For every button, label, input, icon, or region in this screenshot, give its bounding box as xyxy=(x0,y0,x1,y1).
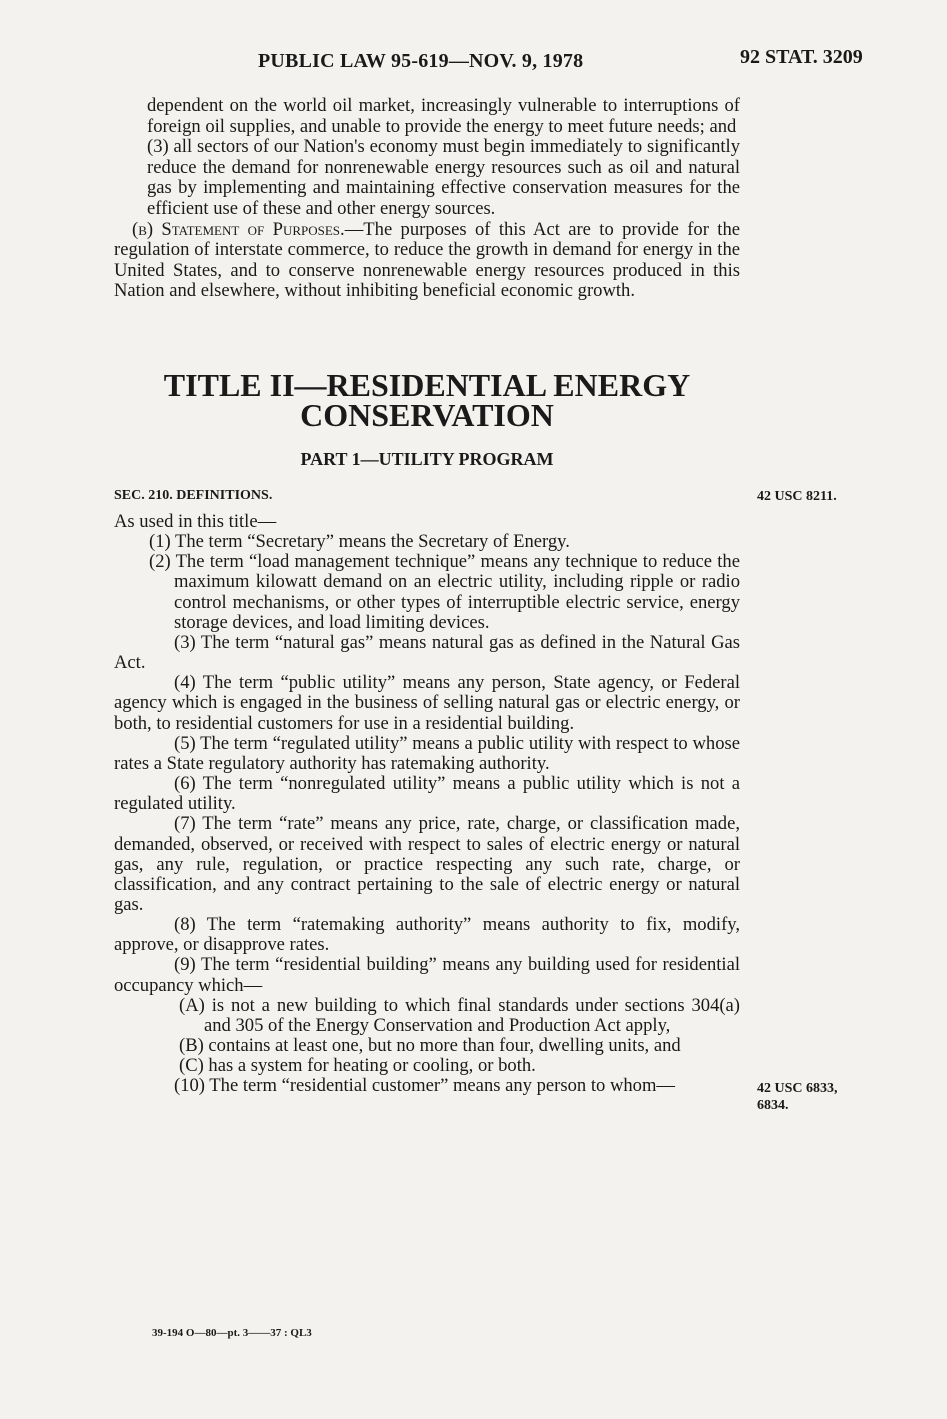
definition-1: (1) The term “Secretary” means the Secretary of Energy. xyxy=(149,531,570,553)
definition-5: (5) The term “regulated utility” means a public utility with respect to whose rates a State regulatory authority has ratemaking authority. xyxy=(114,732,740,774)
statement-of-purposes xyxy=(114,220,740,302)
paragraph-continuation: dependent on the world oil market, increasingly vulnerable to interruptions of foreign oil supplies, and unable to provide the energy to meet future needs; and xyxy=(147,95,740,137)
running-header-title: PUBLIC LAW 95-619—NOV. 9, 1978 xyxy=(258,50,584,72)
definition-9-c: (C) has a system for heating or cooling, or both. xyxy=(179,1055,536,1077)
definition-3: (3) The term “natural gas” means natural gas as defined in the Natural Gas Act. xyxy=(114,631,740,674)
title-line-2: CONSERVATION xyxy=(300,397,554,433)
margin-note-usc-8211: 42 USC 8211. xyxy=(757,489,837,504)
margin-note-usc-6833-line-2: 6834. xyxy=(757,1098,789,1113)
margin-note-usc-6833 xyxy=(757,1080,838,1114)
definition-6: (6) The term “nonregulated utility” means a public utility which is not a regulated utility. xyxy=(114,773,740,815)
title-line-1: TITLE II—RESIDENTIAL ENERGY xyxy=(163,367,691,403)
statement-of-purposes-body: —The purposes of this Act are to provide for the regulation of interstate commerce, to reduce the growth in demand for energy in the United States, and to conserve nonrenewable energy resources produced in this Nation and elsewhere, without inhibiting beneficial economic growth. xyxy=(114,218,740,302)
definition-9-a: (A) is not a new building to which final standards under sections 304(a) and 305 of the Energy Conservation and Production Act apply, xyxy=(179,994,740,1036)
title-heading xyxy=(114,367,740,433)
definition-8: (8) The term “ratemaking authority” means authority to fix, modify, approve, or disapprove rates. xyxy=(114,914,740,956)
definition-9: (9) The term “residential building” means any building used for residential occupancy which— xyxy=(114,954,740,996)
definition-9-b: (B) contains at least one, but no more than four, dwelling units, and xyxy=(179,1035,681,1057)
paragraph-3 xyxy=(114,137,740,219)
definition-7: (7) The term “rate” means any price, rate, charge, or classification made, demanded, observed, or received with respect to sales of electric energy or natural gas, any rule, regulation, or practice respecting any such rate, charge, or classification, and any contract pertaining to the sale of electric energy or natural gas. xyxy=(114,813,740,915)
print-footer-code: 39-194 O—80—pt. 3——37 : QL3 xyxy=(152,1327,312,1339)
statement-of-purposes-label: (b) Statement of Purposes. xyxy=(132,218,345,240)
margin-note-usc-6833-line-1: 42 USC 6833, xyxy=(757,1081,838,1096)
section-heading: SEC. 210. DEFINITIONS. xyxy=(114,488,273,503)
definition-10: (10) The term “residential customer” means any person to whom— xyxy=(174,1075,676,1097)
definition-4: (4) The term “public utility” means any person, State agency, or Federal agency which is engaged in the business of selling natural gas or electric energy, or both, to residential customers for use in a residential building. xyxy=(114,672,740,734)
definition-2: (2) The term “load management technique” means any technique to reduce the maximum kilowatt demand on an electric utility, including ripple or radio control mechanisms, or other types of interruptible electric service, energy storage devices, and load limiting devices. xyxy=(149,551,740,633)
definitions-intro: As used in this title— xyxy=(114,511,277,532)
part-heading: PART 1—UTILITY PROGRAM xyxy=(300,449,554,469)
paragraph-3-text: (3) all sectors of our Nation's economy must begin immediately to significantly reduce the demand for nonrenewable energy resources such as oil and natural gas by implementing and maintaining effective conservation measures for the efficient use of these and other energy sources. xyxy=(147,136,740,219)
statute-page-number: 92 STAT. 3209 xyxy=(740,46,863,68)
definitions-block xyxy=(114,512,740,1097)
continued-text-block xyxy=(114,96,740,302)
